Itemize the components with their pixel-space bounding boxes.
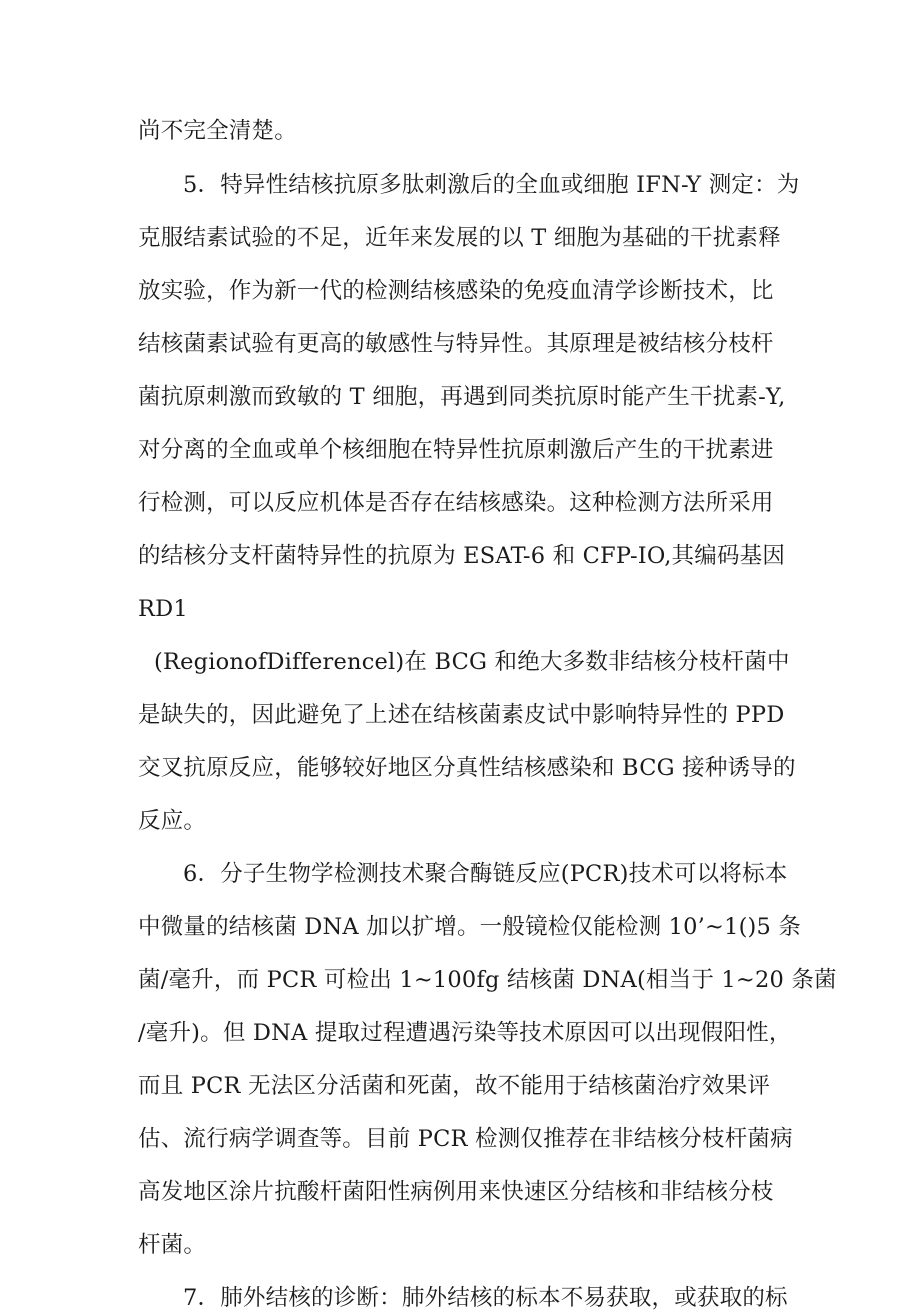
text-line: 估、流行病学调查等。目前 PCR 检测仅推荐在非结核分枝杆菌病 <box>138 1126 793 1152</box>
text-line: 交叉抗原反应，能够较好地区分真性结核感染和 BCG 接种诱导的 <box>138 755 796 781</box>
text-line: 7．肺外结核的诊断：肺外结核的标本不易获取，或获取的标 <box>183 1285 788 1311</box>
text-line: 结核菌素试验有更高的敏感性与特异性。其原理是被结核分枝杆 <box>138 331 774 357</box>
text-line: 对分离的全血或单个核细胞在特异性抗原刺激后产生的干扰素进 <box>138 437 774 463</box>
text-line: 尚不完全清楚。 <box>138 118 297 144</box>
text-line: 中微量的结核菌 DNA 加以扩增。一般镜检仅能检测 10’~1()5 条 <box>138 914 802 940</box>
text-line: 高发地区涂片抗酸杆菌阳性病例用来快速区分结核和非结核分枝 <box>138 1179 774 1205</box>
text-line: 是缺失的，因此避免了上述在结核菌素皮试中影响特异性的 PPD <box>138 702 785 728</box>
text-line: 5．特异性结核抗原多肽刺激后的全血或细胞 IFN-Y 测定：为 <box>183 172 800 198</box>
text-line: RD1 <box>138 596 188 622</box>
text-line: 克服结素试验的不足，近年来发展的以 T 细胞为基础的干扰素释 <box>138 225 781 251</box>
text-line: 而且 PCR 无法区分活菌和死菌，故不能用于结核菌治疗效果评 <box>138 1073 771 1099</box>
text-line: (RegionofDifferencel)在 BCG 和绝大多数非结核分枝杆菌中 <box>154 649 790 675</box>
text-line: 行检测，可以反应机体是否存在结核感染。这种检测方法所采用 <box>138 490 774 516</box>
text-line: 杆菌。 <box>138 1232 207 1258</box>
text-line: /毫升)。但 DNA 提取过程遭遇污染等技术原因可以出现假阳性， <box>138 1020 792 1046</box>
text-line: 6．分子生物学检测技术聚合酶链反应(PCR)技术可以将标本 <box>183 861 788 887</box>
text-line: 放实验，作为新一代的检测结核感染的免疫血清学诊断技术，比 <box>138 278 774 304</box>
text-line: 菌抗原刺激而致敏的 T 细胞，再遇到同类抗原时能产生干扰素-Y, <box>138 384 786 410</box>
text-line: 的结核分支杆菌特异性的抗原为 ESAT-6 和 CFP-IO,其编码基因 <box>138 543 786 569</box>
text-line: 反应。 <box>138 808 207 834</box>
text-line: 菌/毫升，而 PCR 可检出 1~100fg 结核菌 DNA(相当于 1~20 条菌 <box>138 967 837 993</box>
